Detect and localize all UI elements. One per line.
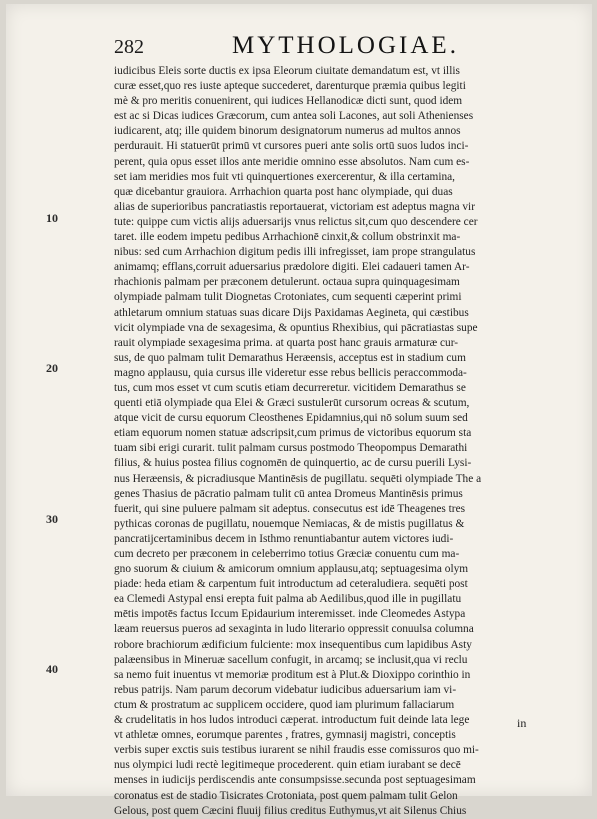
body-text: [114, 64, 534, 819]
line-number-40: 40: [46, 662, 58, 676]
text-line: rebus patrijs. Nam parum decorum videbatur iudicibus aduersarium iam vi-: [114, 683, 457, 696]
text-line: mè & pro meritis conuenirent, qui iudices Hellanodicæ dicti sunt, quod idem: [114, 95, 463, 108]
text-line: quæ dicebantur grauiora. Arrhachion quarta post hanc olympiade, qui duas: [114, 185, 453, 198]
text-line: magno applausu, quia cursus ille videretur esse rebus bellicis peraccommoda-: [114, 366, 467, 379]
text-line: verbis super exctis suis testibus iurarent se nihil fraudis esse comissuros quo mi-: [114, 744, 479, 757]
text-line: læam reuersus pueros ad sexaginta in ludo literario oppressit conuulsa columna: [114, 623, 474, 636]
text-line: menses in iudicijs perdiscendis ante consumpsisse.secunda post septuagesimam: [114, 774, 476, 787]
text-line: & crudelitatis in hos ludos introduci cæperat. introductum fuit deinde lata lege: [114, 714, 470, 727]
text-line: gno suorum & ciuium & amicorum omnium applausu,atq; septuagesima olym: [114, 563, 469, 576]
text-line: curæ esset,quo res iuste apteque succederet, darenturque præmia quibus legiti: [114, 80, 466, 93]
line-number-20: 20: [46, 361, 58, 375]
text-line: etiam equorum nomen statuæ adscripsit,cum primus de victoribus equorum sta: [114, 427, 472, 440]
text-line: tute: quippe cum victis alijs aduersarijs vnus relictus sit,cum quo descendere cer: [114, 215, 478, 228]
text-line: nibus: sed cum Arrhachion digitum pedis illi infregisset, iam prope strangulatus: [114, 246, 476, 259]
text-line: perdurauit. Hi statuerūt primū vt cursores pueri ante solis ortū suos ludos inci-: [114, 140, 469, 153]
text-line: rauit olympiade sexagesima prima. at quarta post hanc grauis armaturæ cur-: [114, 336, 459, 349]
text-line: mētis impotēs factus Iccum Epidaurium interemisset. inde Cleomedes Astypa: [114, 608, 466, 621]
text-line: cum decreto per præconem in celeberrimo totius Græciæ conuentu cum ma-: [114, 548, 460, 560]
text-line: tuam sibi erigi curarit. tulit palmam cursus postmodo Theopompus Demarathi: [114, 442, 468, 455]
text-line: pancratijcertaminibus decem in Isthmo renuntiabantur autem victores iudi-: [114, 532, 454, 545]
text-line: genes Thasius de pācratio palmam tulit cū antea Dromeus Mantinēsis primus: [114, 487, 463, 500]
text-line: piade: heda etiam & carpentum fuit introductum ad ceteraludiera. sequēti post: [114, 578, 468, 591]
text-line: vt athletæ omnes, eorumque parentes , fratres, gymnasij magistri, conceptis: [114, 729, 456, 742]
book-page: [6, 4, 592, 817]
text-line: perent, quia opus esset illos ante meridie omnino esse absolutos. Nam cum es-: [114, 155, 470, 168]
line-number-30: 30: [46, 512, 58, 526]
text-line: set iam meridies mos fuit vti quinquertiones exercerentur, & illa certamina,: [114, 170, 456, 183]
text-line: fuerit, qui sine puluere palmam sit adeptus. consecutus est idē Theagenes tres: [114, 502, 466, 515]
text-line: palæensibus in Mineruæ sacellum confugit, in arcamq; se inclusit,qua vi reclu: [114, 653, 468, 666]
page-number: 282: [114, 36, 144, 58]
text-line: athletarum omnium statuas suas dicare Dijs Paxidamas Aegineta, qui cæstibus: [114, 306, 469, 319]
text-line: ea Clemedi Astypal ensi erepta fuit palma ab Aedilibus,quod ille in pugillatu: [114, 593, 462, 606]
text-line: est ac si Dicas iudices Græcorum, cum antea soli Lacones, aut soli Athenienses: [114, 110, 474, 123]
text-line: atque vicit de cursu equorum Cleosthenes Epidamnius,qui nō solum suum sed: [114, 412, 468, 425]
text-line: ctum & prostratum ac supplicem occidere, quod iam plurimum fallaciarum: [114, 698, 455, 711]
text-line: nus Heræensis, & picradiusque Mantinēsis de pugillatu. sequēti olympiade The a: [114, 472, 482, 485]
text-line: alias de superioribus pancratiastis reportauerat, victoriam est adeptus magna vir: [114, 200, 475, 213]
catchword: in: [517, 716, 527, 730]
text-line: coronatus est de stadio Tisicrates Crotoniata, post quem palmam tulit Gelon: [114, 789, 458, 802]
text-line: tus, cum mos esset vt cum scutis etiam decurreretur. vicitidem Demarathus se: [114, 381, 466, 394]
text-line: quenti etiā olympiade qua Elei & Græci sustulerūt cursorum ocreas & scutum,: [114, 397, 470, 410]
text-line: Gelous, post quem Cæcini fluuij filius creditus Euthymus,vt ait Silenus Chius: [114, 804, 467, 817]
page-header: [114, 32, 534, 62]
text-line: vicit olympiade vna de sexagesima, & opuntius Rhexibius, qui pācratiastas supe: [114, 321, 478, 334]
text-line: nus olympici ludi rectè legitimeque procederent. quin etiam iurabant se decē: [114, 759, 461, 772]
text-line: sa nemo fuit inuentus vt memoriæ proditum est à Plut.& Dioxippo corinthio in: [114, 668, 471, 681]
text-line: iudicibus Eleis sorte ductis ex ipsa Eleorum ciuitate demandatum est, vt illis: [114, 65, 460, 77]
text-line: pythicas coronas de pugillatu, nouemque Nemiacas, & de mistis pugillatus &: [114, 517, 465, 530]
text-line: rhachionis palmam per præconem detulerunt. octaua supra quinquagesimam: [114, 276, 460, 289]
text-line: filius, & huius postea filius cognomēn de quinquertio, ac de cursu puerili Lysi-: [114, 457, 472, 470]
text-line: sus, de quo palmam tulit Demarathus Heræensis, acceptus est in stadium cum: [114, 351, 466, 364]
line-number-10: 10: [46, 211, 58, 225]
text-line: olympiade palmam tulit Diognetas Crotoniates, cum sequenti cæperint primi: [114, 291, 462, 304]
text-line: robore brachiorum ædificium fulciente: mox insequentibus cum lapidibus Asty: [114, 638, 472, 651]
text-line: taret. ille eodem impetu pedibus Arrhachionē cinxit,& collum obstrinxit ma-: [114, 231, 461, 244]
text-line: iudicarent, atq; ille quidem binorum designatorum numerus ad multos annos: [114, 125, 461, 138]
text-line: animamq; efflans,corruit aduersarius prædolore digiti. Elei cadaueri tamen Ar-: [114, 261, 470, 274]
running-title: MYTHOLOGIAE.: [232, 32, 459, 59]
